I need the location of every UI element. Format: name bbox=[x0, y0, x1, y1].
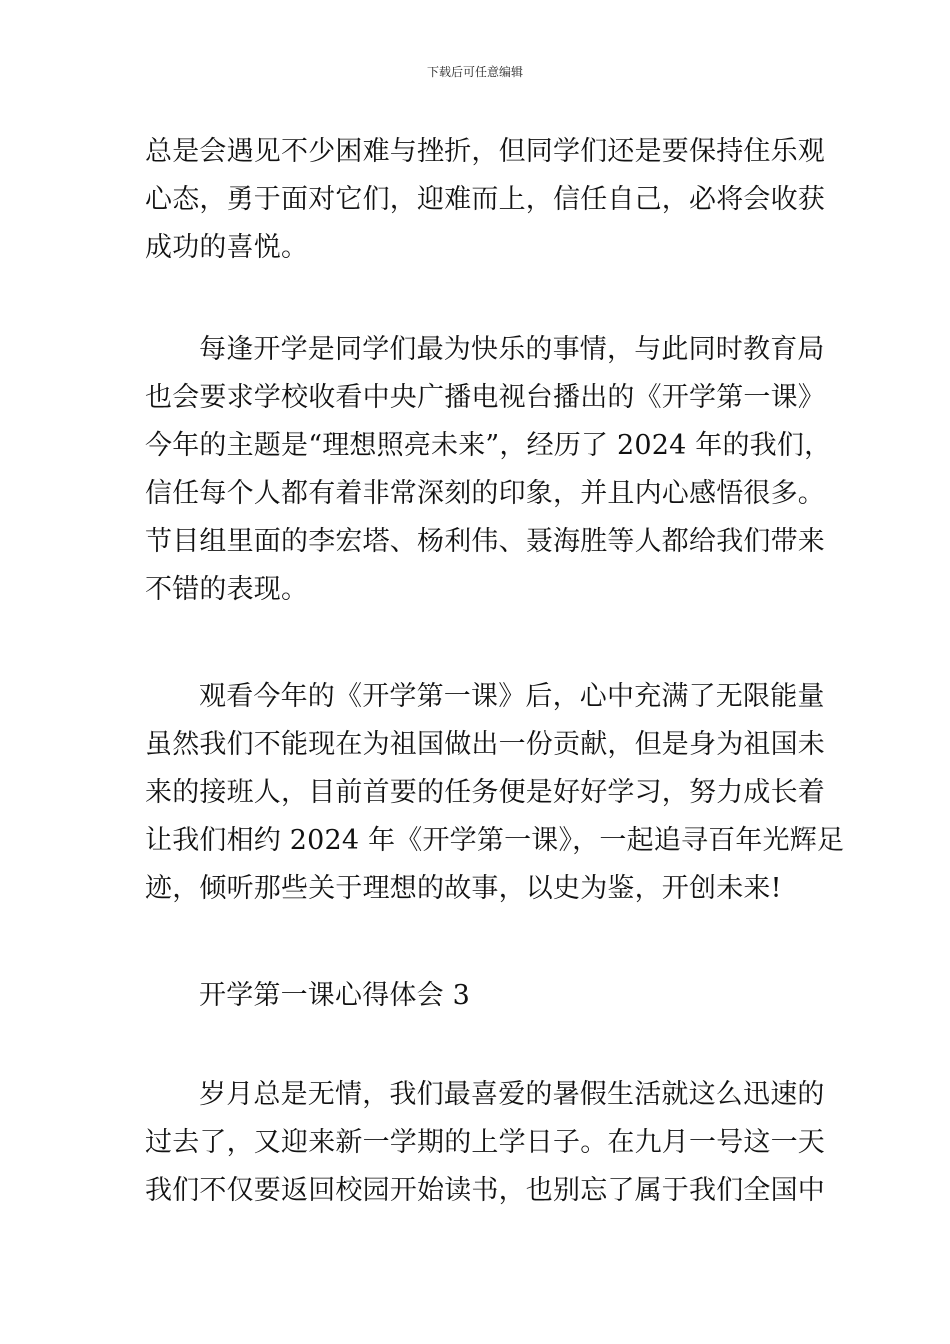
paragraph-line: 心态，勇于面对它们，迎难而上，信任自己，必将会收获 bbox=[145, 184, 825, 215]
section-heading bbox=[145, 972, 810, 1020]
paragraph-line: 我们不仅要返回校园开始读书，也别忘了属于我们全国中 bbox=[145, 1175, 825, 1206]
paragraph-line: 不错的表现。 bbox=[145, 574, 309, 605]
paragraph bbox=[145, 326, 832, 614]
paragraph-line: 来的接班人，目前首要的任务便是好好学习，努力成长着 bbox=[145, 777, 825, 808]
paragraph-line: 让我们相约 2024 年《开学第一课》，一起追寻百年光辉足 bbox=[145, 825, 845, 856]
paragraph-line: 岁月总是无情，我们最喜爱的暑假生活就这么迅速的 bbox=[199, 1079, 825, 1110]
paragraph-line: 每逢开学是同学们最为快乐的事情，与此同时教育局 bbox=[199, 334, 825, 365]
page-header: 下载后可任意编辑 bbox=[426, 65, 523, 79]
paragraph-line: 过去了，又迎来新一学期的上学日子。在九月一号这一天 bbox=[145, 1127, 825, 1158]
paragraph-line: 也会要求学校收看中央广播电视台播出的《开学第一课》 bbox=[145, 382, 825, 413]
paragraph-line: 节目组里面的李宏塔、杨利伟、聂海胜等人都给我们带来 bbox=[145, 526, 825, 557]
paragraph bbox=[145, 1071, 825, 1215]
paragraph-line: 迹，倾听那些关于理想的故事，以史为鉴，开创未来! bbox=[145, 873, 782, 904]
paragraph-line: 虽然我们不能现在为祖国做出一份贡献，但是身为祖国未 bbox=[145, 729, 825, 760]
paragraph-line: 成功的喜悦。 bbox=[145, 232, 309, 263]
paragraph-line: 信任每个人都有着非常深刻的印象，并且内心感悟很多。 bbox=[145, 478, 825, 509]
paragraph-continuation bbox=[145, 128, 825, 272]
paragraph-line: 观看今年的《开学第一课》后，心中充满了无限能量 bbox=[199, 681, 825, 712]
section-heading-text: 开学第一课心得体会 3 bbox=[199, 980, 470, 1011]
paragraph bbox=[145, 673, 845, 913]
paragraph-line: 总是会遇见不少困难与挫折，但同学们还是要保持住乐观 bbox=[145, 136, 825, 167]
paragraph-line: 今年的主题是“理想照亮未来”，经历了 2024 年的我们， bbox=[145, 430, 832, 461]
